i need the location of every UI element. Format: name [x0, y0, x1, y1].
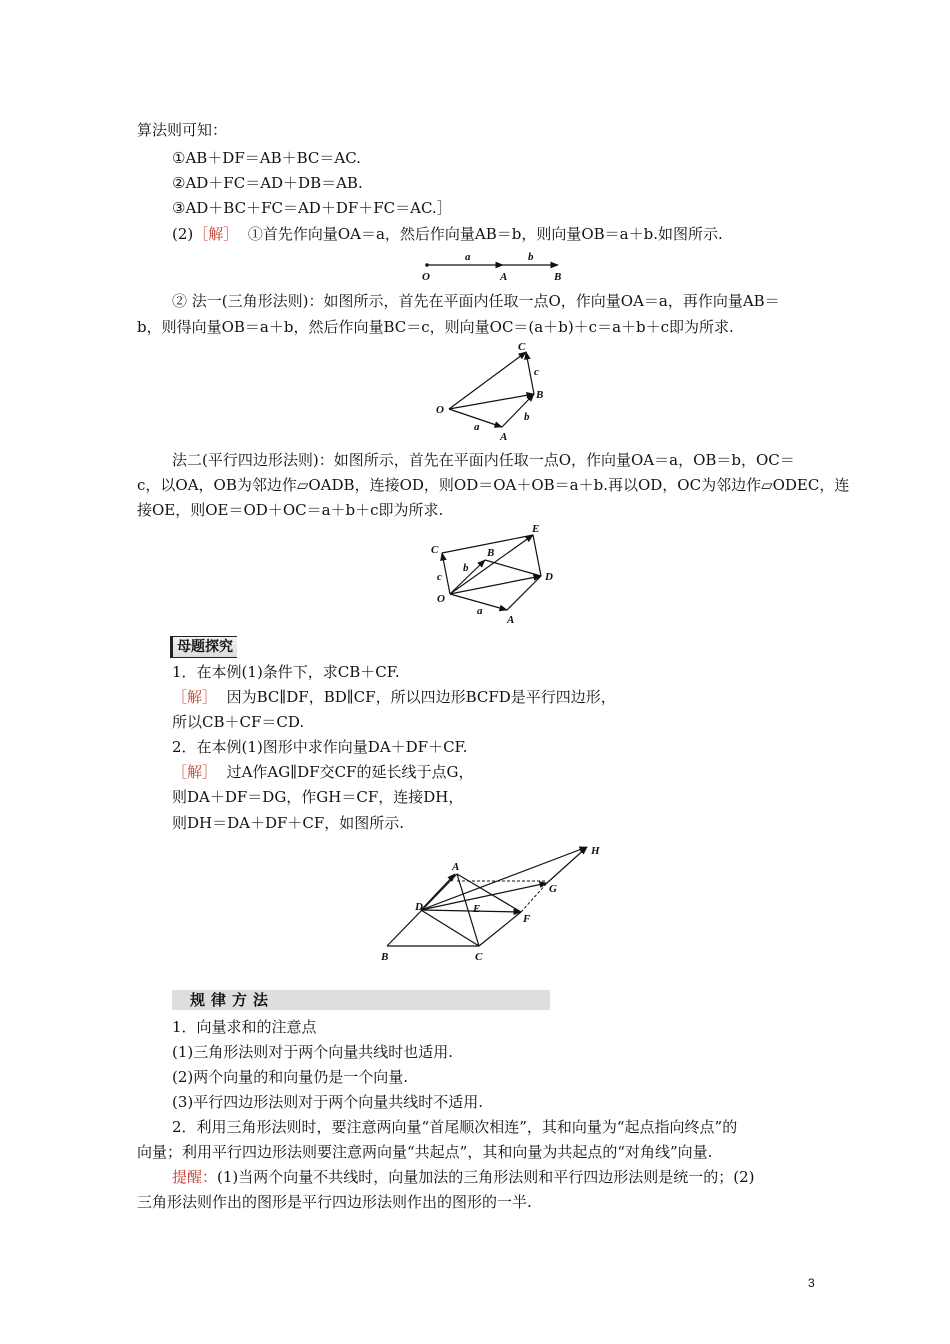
- point-label: A: [452, 861, 460, 873]
- text-line: ③AD＋BC＋FC＝AD＋DF＋FC＝AC.］: [172, 199, 452, 217]
- text-span: (1)当两个向量不共线时，向量加法的三角形法则和平行四边形法则是统一的；(2): [217, 1168, 755, 1186]
- solution-tag: ［解］: [172, 763, 218, 781]
- vector-label: b: [528, 251, 534, 263]
- point-label: C: [518, 341, 526, 353]
- vector-label: c: [534, 366, 539, 378]
- point-label: B: [554, 271, 562, 283]
- text-line: 1．向量求和的注意点: [172, 1018, 317, 1036]
- solution-tag: ［解］: [193, 225, 239, 243]
- text-line: 2．在本例(1)图形中求作向量DA＋DF＋CF.: [172, 738, 468, 756]
- figure-triangle-rule: [430, 340, 560, 445]
- vector-label: a: [465, 251, 471, 263]
- point-label: B: [536, 389, 544, 401]
- vector-label: b: [463, 562, 469, 574]
- point-label: O: [422, 271, 430, 283]
- text-span: 过A作AG∥DF交CF的延长线于点G，: [226, 763, 474, 781]
- text-line: ①AB＋DF＝AB＋BC＝AC.: [172, 149, 361, 167]
- text-line: b，则得向量OB＝a＋b，然后作向量BC＝c，则向量OC＝(a＋b)＋c＝a＋b＋c即为所求.: [137, 318, 734, 336]
- point-label: C: [431, 544, 439, 556]
- point-label: G: [549, 883, 557, 895]
- point-label: B: [487, 547, 495, 559]
- point-label: F: [523, 913, 531, 925]
- text-line: (1)三角形法则对于两个向量共线时也适用.: [172, 1043, 454, 1061]
- point-label: E: [473, 903, 481, 915]
- point-label: A: [500, 271, 508, 283]
- text-line: 所以CB＋CF＝CD.: [172, 713, 305, 731]
- label-prefix: (2): [172, 225, 194, 243]
- reminder-tag: 提醒：: [172, 1168, 218, 1186]
- text-line: ② 法一(三角形法则)：如图所示，首先在平面内任取一点O，作向量OA＝a，再作向量AB＝: [172, 292, 780, 310]
- point-label: O: [437, 593, 445, 605]
- text-line: (2)两个向量的和向量仍是一个向量.: [172, 1068, 409, 1086]
- text-line: c，以OA，OB为邻边作▱OADB，连接OD，则OD＝OA＋OB＝a＋b.再以OD，OC为邻边作▱ODEC，连: [137, 476, 850, 494]
- section-tag: 母题探究: [170, 636, 237, 658]
- point-label: H: [591, 845, 600, 857]
- text-span: ①首先作向量OA＝a，然后作向量AB＝b，则向量OB＝a＋b.如图所示.: [247, 225, 723, 243]
- text-line: 三角形法则作出的图形是平行四边形法则作出的图形的一半.: [137, 1193, 532, 1211]
- vector-label: a: [477, 605, 483, 617]
- point-label: O: [436, 404, 444, 416]
- solution-tag: ［解］: [172, 688, 218, 706]
- text-line: 算法则可知：: [137, 121, 228, 139]
- point-label: C: [475, 951, 483, 963]
- rule-banner-title: 规律方法: [190, 991, 275, 1009]
- rule-banner: [172, 990, 550, 1010]
- page-number: 3: [808, 1276, 815, 1290]
- text-line: [172, 1167, 755, 1187]
- text-line: [172, 687, 616, 707]
- text-line: 则DH＝DA＋DF＋CF，如图所示.: [172, 814, 405, 832]
- point-label: A: [500, 431, 508, 443]
- point-label: B: [381, 951, 389, 963]
- text-line: [172, 224, 723, 244]
- point-label: A: [507, 614, 515, 626]
- text-line: (3)平行四边形法则对于两个向量共线时不适用.: [172, 1093, 484, 1111]
- text-line: 则DA＋DF＝DG，作GH＝CF，连接DH，: [172, 788, 464, 806]
- vector-label: c: [437, 571, 442, 583]
- text-line: 向量；利用平行四边形法则要注意两向量“共起点”，其和向量为共起点的“对角线”向量.: [137, 1143, 713, 1161]
- point-label: D: [545, 571, 553, 583]
- point-label: D: [415, 901, 423, 913]
- figure-parallelogram-rule: [425, 520, 565, 628]
- text-line: 接OE，则OE＝OD＋OC＝a＋b＋c即为所求.: [137, 501, 444, 519]
- text-line: [172, 762, 473, 782]
- text-line: 法二(平行四边形法则)：如图所示，首先在平面内任取一点O，作向量OA＝a，OB＝b，OC＝: [172, 451, 795, 469]
- text-line: 2．利用三角形法则时，要注意两向量“首尾顺次相连”，其和向量为“起点指向终点”的: [172, 1118, 738, 1136]
- text-line: 1．在本例(1)条件下，求CB＋CF.: [172, 663, 400, 681]
- figure-geometry-dh: [375, 838, 610, 966]
- vector-label: a: [474, 421, 480, 433]
- text-span: 因为BC∥DF，BD∥CF，所以四边形BCFD是平行四边形，: [226, 688, 616, 706]
- vector-label: b: [524, 411, 530, 423]
- figure-vector-line: [410, 250, 580, 284]
- point-label: E: [532, 523, 540, 535]
- text-line: ②AD＋FC＝AD＋DB＝AB.: [172, 174, 363, 192]
